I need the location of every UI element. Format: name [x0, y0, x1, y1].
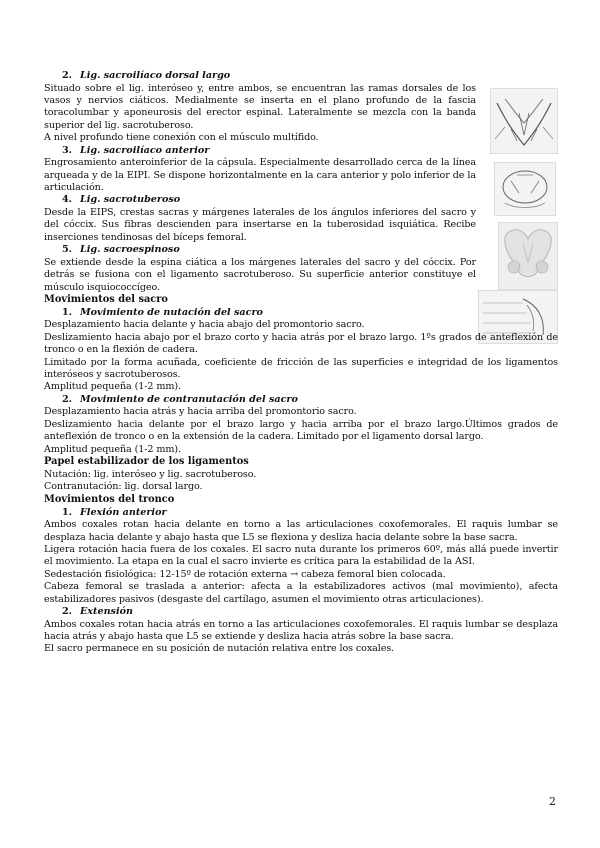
heading-number: 2. — [62, 605, 73, 617]
numbered-heading — [44, 244, 558, 257]
paragraph: Desplazamiento hacia delante y hacia abajo del promontorio sacro. — [44, 319, 365, 331]
heading-number: 2. — [62, 70, 73, 81]
numbered-heading — [44, 194, 558, 207]
page-number: 2 — [549, 795, 556, 808]
paragraph: Ligera rotación hacia fuera de los coxales. El sacro nuta durante los primeros 60º, más allá puede invertir el movimiento. La etapa en la cual el sacro invierte es crítica para la estabilidad de la ASI. — [44, 543, 558, 568]
numbered-heading — [44, 507, 558, 520]
numbered-heading — [44, 394, 558, 407]
paragraph: Sedestación fisiológica: 12-15º de rotación externa → cabeza femoral bien colocada. — [44, 568, 446, 580]
heading-title: Lig. sacrotuberoso — [80, 194, 181, 206]
section-heading: Papel estabilizador de los ligamentos — [44, 456, 249, 468]
heading-title: Movimiento de contranutación del sacro — [80, 393, 298, 405]
heading-number: 1. — [62, 306, 73, 318]
section-heading: Movimientos del sacro — [44, 294, 168, 306]
paragraph: El sacro permanece en su posición de nutación relativa entre los coxales. — [44, 643, 395, 655]
numbered-heading — [44, 145, 558, 158]
heading-number: 3. — [62, 144, 73, 156]
heading-number: 4. — [62, 194, 73, 206]
numbered-heading — [44, 70, 558, 83]
heading-title: Movimiento de nutación del sacro — [80, 306, 263, 318]
paragraph: Nutación: lig. interóseo y lig. sacrotuberoso. — [44, 468, 257, 480]
numbered-heading — [44, 307, 558, 320]
paragraph: Situado sobre el lig. interóseo y, entre ambos, se encuentran las ramas dorsales de los vasos y nervios ciáticos. Medialmente se inserta en el plano profundo de la fascia toracolumbar y aponeurosis del erector espinal. Lateralmente se mezcla con la banda superior del lig. sacrotuberoso. — [44, 82, 476, 131]
paragraph: Limitado por la forma acuñada, coeficiente de fricción de las superficies e integridad de los ligamentos interóseos y sacrotuberosos. — [44, 356, 558, 381]
paragraph: Deslizamiento hacia abajo por el brazo corto y hacia atrás por el brazo largo. 1ºs grados de anteflexión de tronco o en la flexión de cadera. — [44, 331, 558, 356]
section-heading: Movimientos del tronco — [44, 493, 175, 505]
heading-title: Flexión anterior — [80, 506, 167, 518]
paragraph: Cabeza femoral se traslada a anterior: afecta a la estabilizadores activos (mal movimiento), afecta estabilizadores pasivos (desgaste del cartílago, asumen el movimiento otras articulaciones). — [44, 581, 558, 605]
main-text-column — [44, 70, 558, 656]
heading-title: Lig. sacroilíaco anterior — [80, 144, 210, 156]
heading-title: Lig. sacroespinoso — [80, 244, 180, 256]
paragraph: Amplitud pequeña (1-2 mm). — [44, 443, 181, 455]
heading-number: 1. — [62, 506, 73, 518]
heading-number: 2. — [62, 393, 73, 405]
paragraph: Desplazamiento hacia atrás y hacia arriba del promontorio sacro. — [44, 406, 357, 418]
paragraph: Desde la EIPS, crestas sacras y márgenes laterales de los ángulos inferiores del sacro y del cóccix. Sus fibras descienden para insertarse en la tuberosidad isquiática. Recibe inserciones tendinosas del bíceps femoral. — [44, 207, 476, 243]
paragraph: Se extiende desde la espina ciática a los márgenes laterales del sacro y del cóccix. Por detrás se fusiona con el ligamento sacrotuberoso. Su superficie anterior constituye el músculo isquiococcígeo. — [44, 256, 476, 293]
paragraph: Deslizamiento hacia delante por el brazo largo y hacia arriba por el brazo largo.Últimos grados de anteflexión de tronco o en la extensión de la cadera. Limitado por el ligamento dorsal largo. — [44, 418, 558, 443]
paragraph: Engrosamiento anteroinferior de la cápsula. Especialmente desarrollado cerca de la línea arqueada y de la EIPI. Se dispone horizontalmente en la cara anterior y polo inferior de la articulación. — [44, 157, 476, 194]
heading-title: Extensión — [80, 605, 133, 617]
paragraph: Ambos coxales rotan hacia delante en torno a las articulaciones coxofemorales. El raquis lumbar se desplaza hacia delante y abajo hasta que L5 se flexiona y desliza hacia delante sobre la base sacra. — [44, 519, 558, 543]
paragraph: A nivel profundo tiene conexión con el músculo multífido. — [44, 132, 319, 144]
paragraph: Amplitud pequeña (1-2 mm). — [44, 381, 181, 393]
paragraph: Ambos coxales rotan hacia atrás en torno a las articulaciones coxofemorales. El raquis lumbar se desplaza hacia atrás y abajo hasta que L5 se extiende y desliza hacia atrás sobre la base sacra. — [44, 618, 558, 642]
numbered-heading — [44, 606, 558, 619]
paragraph: Contranutación: lig. dorsal largo. — [44, 481, 203, 493]
heading-title: Lig. sacroilíaco dorsal largo — [80, 70, 231, 81]
heading-number: 5. — [62, 244, 73, 256]
